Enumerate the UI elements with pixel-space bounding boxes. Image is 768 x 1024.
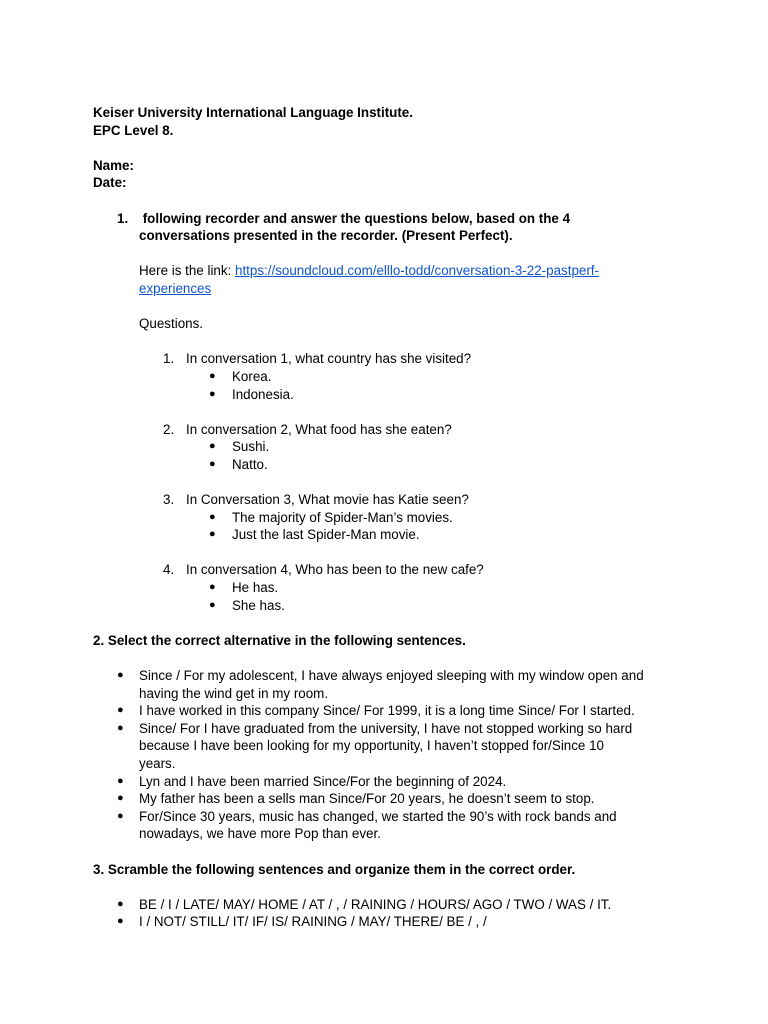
bullet-icon: ●	[209, 581, 216, 594]
item-text: BE / I / LATE/ MAY/ HOME / AT / , / RAINING / HOURS/ AGO / TWO / WAS / IT.	[139, 896, 612, 912]
bullet-icon: ●	[117, 704, 124, 717]
bullet-icon: ●	[209, 510, 216, 523]
list-item	[93, 667, 693, 702]
list-item	[93, 808, 693, 843]
item-text: years.	[139, 755, 176, 771]
bullet-icon: ●	[117, 669, 124, 681]
bullet-icon: ●	[117, 721, 124, 734]
option-item	[93, 509, 693, 527]
question-text: In conversation 4, Who has been to the new cafe?	[186, 562, 484, 578]
item-text: My father has been a sells man Since/For 20 years, he doesn’t seem to stop.	[139, 791, 595, 807]
option-text: Sushi.	[232, 439, 270, 455]
soundcloud-link-continued[interactable]: experiences	[139, 280, 212, 296]
option-item	[93, 579, 693, 597]
option-item	[93, 386, 693, 404]
section3-title: 3. Scramble the following sentences and organize them in the correct order.	[93, 861, 576, 877]
soundcloud-link[interactable]: https://soundcloud.com/elllo-todd/conversation-3-22-pastperf-	[235, 263, 599, 279]
option-item	[93, 526, 693, 544]
item-text: I have worked in this company Since/ For 1999, it is a long time Since/ For I started.	[139, 703, 635, 719]
level-title: EPC Level 8.	[93, 122, 174, 138]
question-1	[93, 350, 693, 368]
question-number: 1.	[163, 351, 175, 367]
bullet-icon: ●	[209, 457, 216, 470]
institute-title: Keiser University International Language Institute.	[93, 105, 413, 120]
option-text: The majority of Spider-Man’s movies.	[232, 509, 453, 525]
name-label: Name:	[93, 157, 134, 173]
option-text: Just the last Spider-Man movie.	[232, 527, 420, 543]
list-item	[93, 720, 693, 773]
date-label: Date:	[93, 175, 127, 191]
item-text: Since / For my adolescent, I have always enjoyed sleeping with my window open and	[139, 668, 644, 683]
bullet-icon: ●	[209, 598, 216, 611]
section1-instruction-line1: following recorder and answer the questions below, based on the 4	[139, 210, 571, 226]
item-text: For/Since 30 years, music has changed, we started the 90’s with rock bands and	[139, 808, 617, 824]
bullet-icon: ●	[117, 792, 124, 805]
section1-instruction	[93, 210, 693, 245]
question-text: In Conversation 3, What movie has Katie seen?	[186, 492, 469, 508]
questions-label: Questions.	[139, 316, 204, 332]
question-text: In conversation 1, what country has she visited?	[186, 351, 472, 367]
question-number: 4.	[163, 562, 175, 578]
bullet-icon: ●	[209, 528, 216, 541]
item-text: nowadays, we have more Pop than ever.	[139, 826, 381, 842]
option-text: Korea.	[232, 368, 272, 384]
item-text: Lyn and I have been married Since/For the beginning of 2024.	[139, 773, 507, 789]
section1-instruction-line2: conversations presented in the recorder. (Present Perfect).	[139, 228, 513, 244]
bullet-icon: ●	[117, 897, 124, 910]
option-text: She has.	[232, 597, 285, 613]
item-text: Since/ For I have graduated from the university, I have not stopped working so hard	[139, 720, 633, 736]
document-page	[93, 104, 693, 931]
option-text: He has.	[232, 580, 279, 596]
option-item	[93, 438, 693, 456]
list-item	[93, 913, 693, 931]
item-text: I / NOT/ STILL/ IT/ IF/ IS/ RAINING / MAY/ THERE/ BE / , /	[139, 914, 487, 930]
bullet-icon: ●	[209, 440, 216, 453]
option-item	[93, 597, 693, 615]
link-prefix: Here is the link:	[139, 263, 236, 279]
bullet-icon: ●	[117, 774, 124, 787]
question-number: 3.	[163, 492, 175, 508]
list-item	[93, 790, 693, 808]
question-4	[93, 561, 693, 579]
bullet-icon: ●	[209, 387, 216, 400]
item-text: because I have been looking for my opportunity, I haven’t stopped for/Since 10	[139, 738, 604, 754]
option-text: Indonesia.	[232, 386, 294, 402]
section1-number: 1.	[117, 210, 129, 226]
bullet-icon: ●	[117, 915, 124, 928]
question-text: In conversation 2, What food has she eaten?	[186, 421, 452, 437]
option-text: Natto.	[232, 456, 268, 472]
option-item	[93, 368, 693, 386]
question-number: 2.	[163, 421, 175, 437]
item-text: having the wind get in my room.	[139, 685, 329, 701]
list-item	[93, 896, 693, 914]
list-item	[93, 773, 693, 791]
link-block	[93, 262, 693, 297]
bullet-icon: ●	[117, 809, 124, 822]
option-item	[93, 456, 693, 474]
question-2	[93, 421, 693, 439]
question-3	[93, 491, 693, 509]
bullet-icon: ●	[209, 369, 216, 382]
section2-title: 2. Select the correct alternative in the following sentences.	[93, 632, 466, 648]
list-item	[93, 702, 693, 720]
